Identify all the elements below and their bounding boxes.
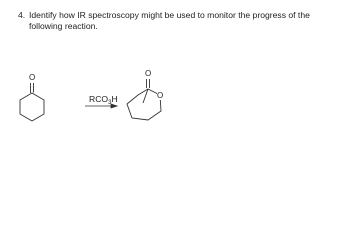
reagent-label: $RCO_3H$	[89, 94, 118, 106]
question-number: 4.	[18, 10, 26, 20]
reaction-arrow	[85, 104, 117, 108]
product-carbonyl-oxygen-label: O	[145, 69, 152, 78]
reactant-oxygen-label: O	[29, 73, 36, 82]
product-caprolactone	[127, 79, 164, 120]
reactant-cyclohexanone	[20, 83, 44, 121]
product-ring-oxygen-label: O	[157, 91, 164, 100]
question-text: Identify how IR spectroscopy might be used to monitor the progress of the following reaction.	[29, 10, 310, 31]
